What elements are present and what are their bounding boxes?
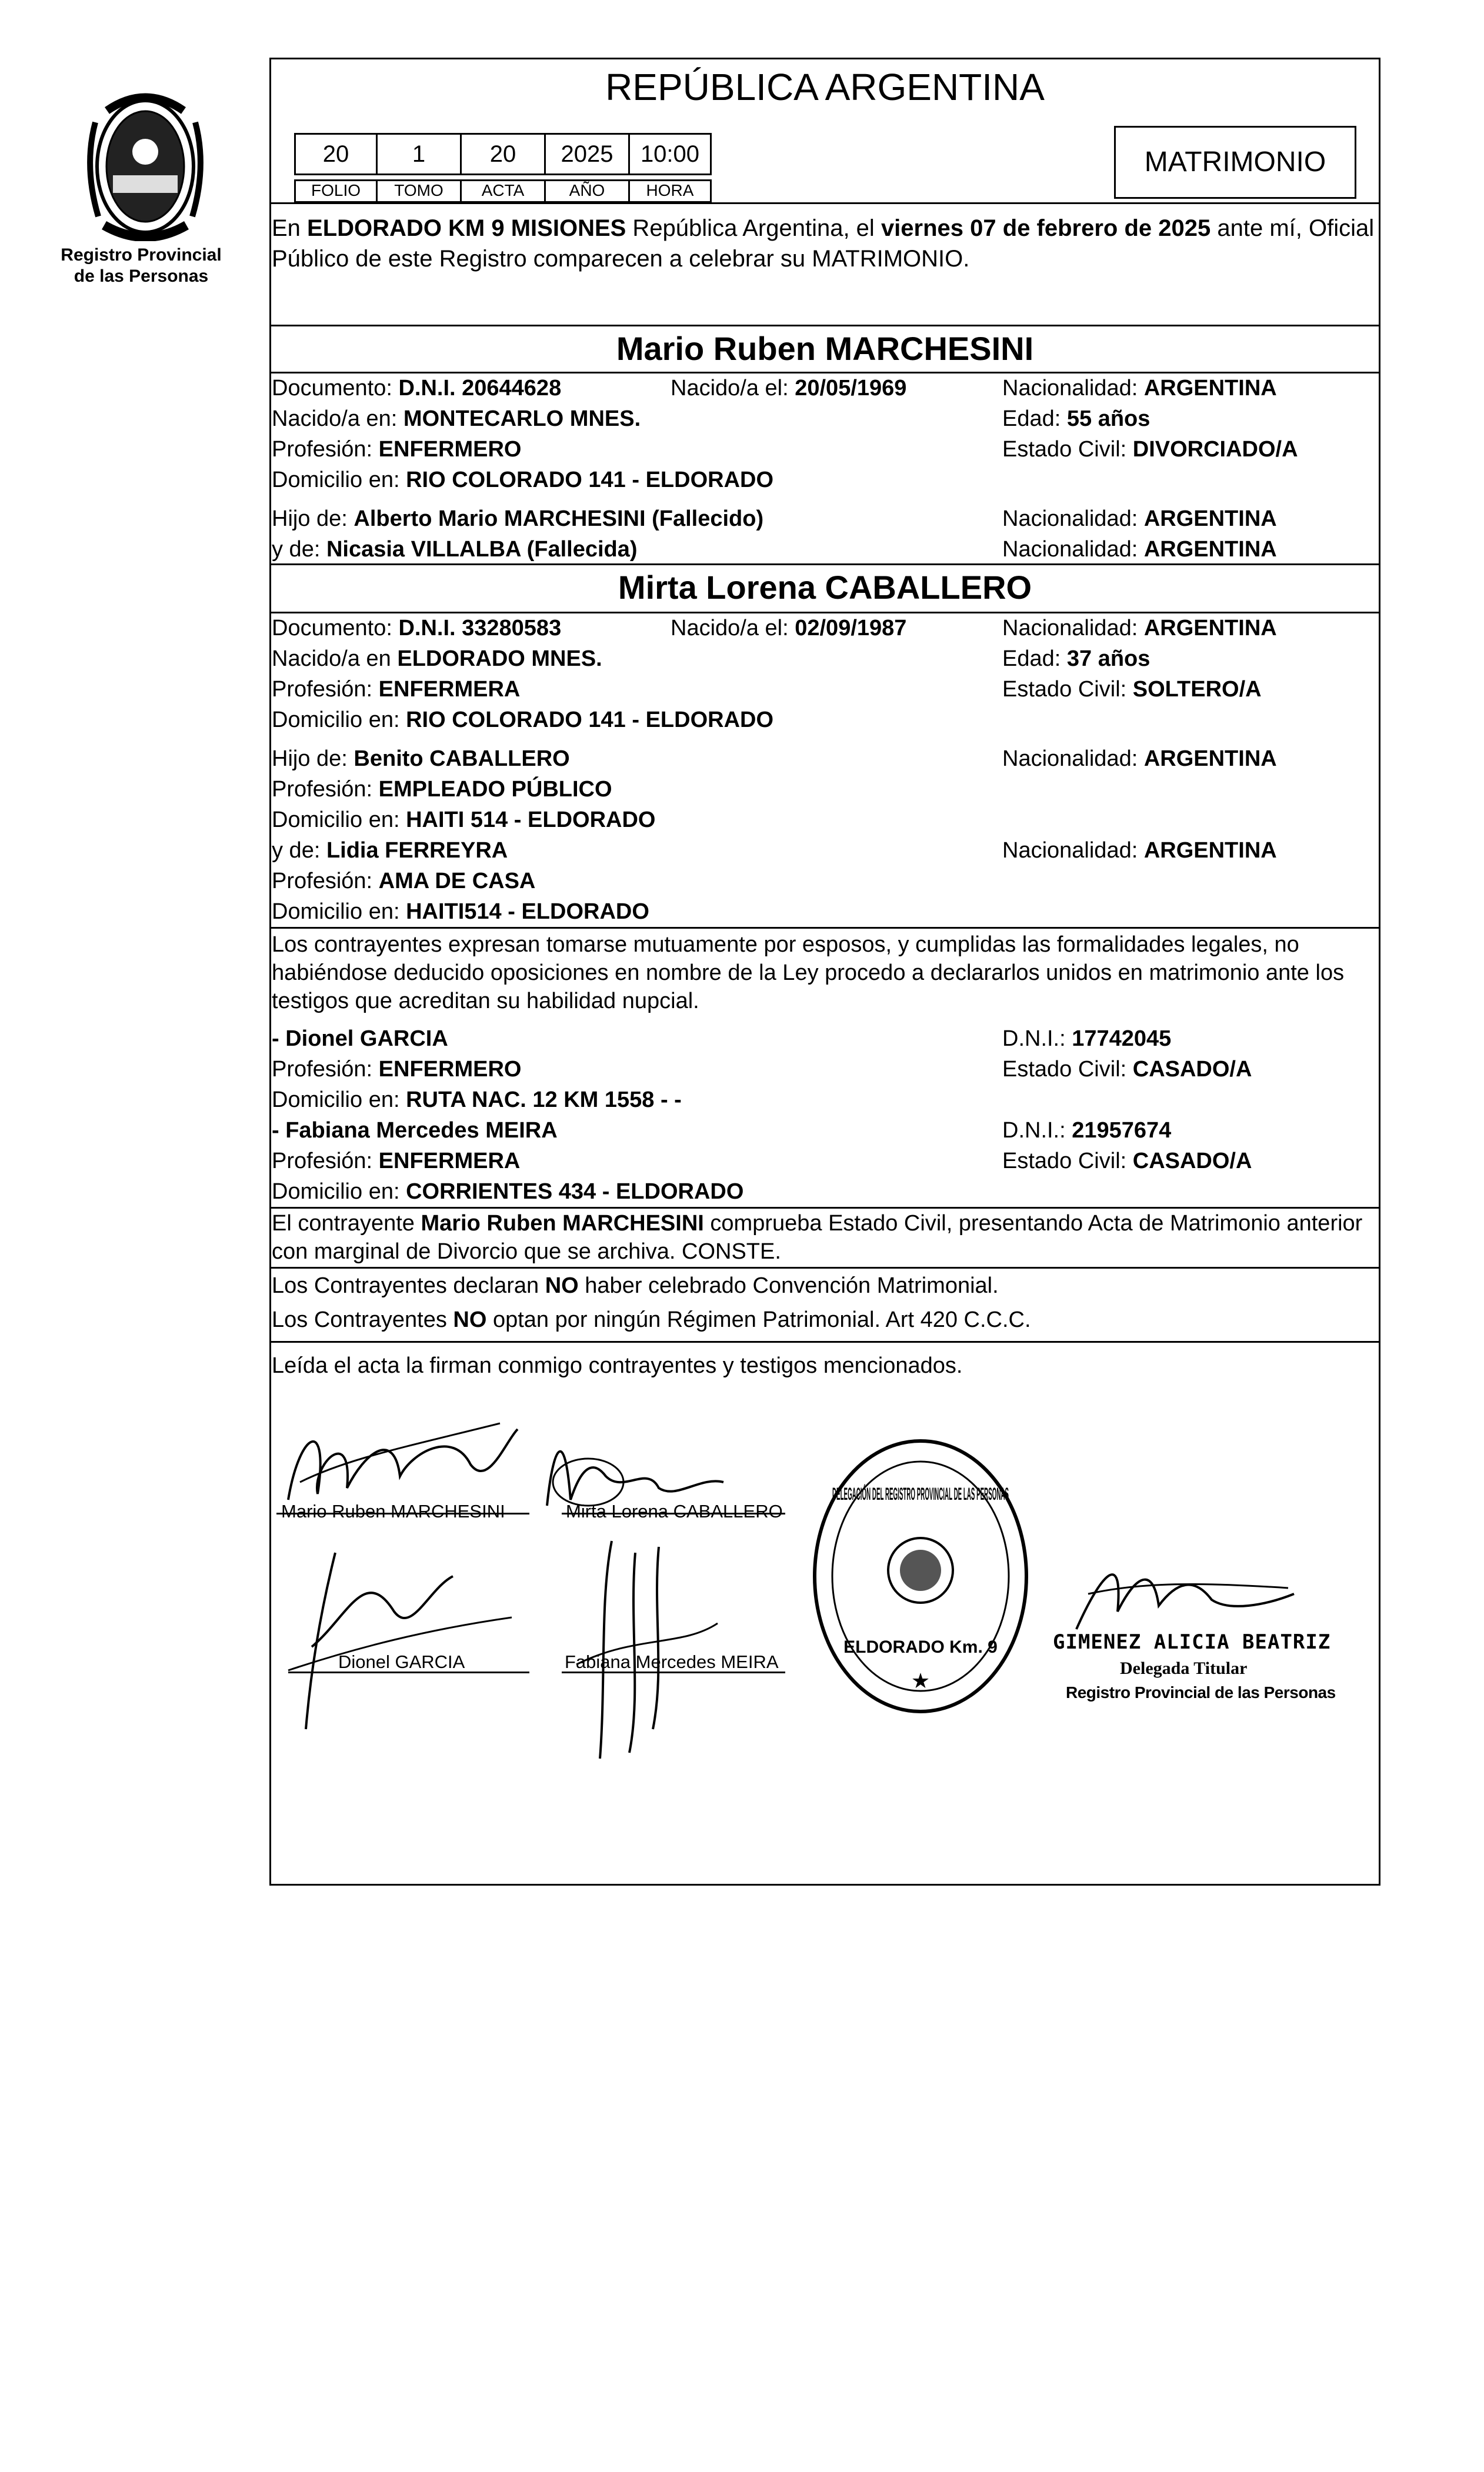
- ceremony-paragraph: Los contrayentes expresan tomarse mutuamente por esposos, y cumplidas las formalidades legales, no habiéndose deducido oposiciones en nombre de la Ley procedo a declararlos unidos en matrimonio ante los testigos que acreditan su habilidad nupcial.: [272, 932, 1345, 1013]
- divider: [269, 927, 1380, 929]
- witness-2-signature-label: Fabiana Mercedes MEIRA: [565, 1652, 779, 1672]
- witness-1-civil-status: Estado Civil: CASADO/A: [1002, 1057, 1252, 1082]
- tomo-label: TOMO: [376, 179, 462, 203]
- bride-mother-domicile: Domicilio en: HAITI514 - ELDORADO: [272, 899, 649, 924]
- witness-2-dni: D.N.I.: 21957674: [1002, 1118, 1172, 1143]
- witness-1-name: - Dionel GARCIA: [272, 1026, 448, 1051]
- bride-nationality: Nacionalidad: ARGENTINA: [1002, 616, 1277, 640]
- hour-label: HORA: [628, 179, 712, 203]
- act-type-box: MATRIMONIO: [1114, 126, 1356, 199]
- bride-birthplace: Nacido/a en ELDORADO MNES.: [272, 646, 602, 671]
- official-role: Delegada Titular: [1120, 1659, 1248, 1678]
- witness-1-domicile: Domicilio en: RUTA NAC. 12 KM 1558 - -: [272, 1087, 682, 1112]
- star-icon: ★: [911, 1669, 931, 1693]
- witness-1-profession: Profesión: ENFERMERO: [272, 1057, 522, 1082]
- bride-profession: Profesión: ENFERMERA: [272, 677, 521, 702]
- bride-mother-profession: Profesión: AMA DE CASA: [272, 869, 536, 893]
- groom-father-nationality: Nacionalidad: ARGENTINA: [1002, 506, 1277, 531]
- bride-mother-nationality: Nacionalidad: ARGENTINA: [1002, 838, 1277, 863]
- bride-father-nationality: Nacionalidad: ARGENTINA: [1002, 746, 1277, 771]
- groom-mother-nationality: Nacionalidad: ARGENTINA: [1002, 537, 1277, 562]
- acta-value: 20: [460, 133, 546, 175]
- folio-label: FOLIO: [294, 179, 378, 203]
- seal-inner-text: ELDORADO Km. 9: [843, 1637, 998, 1657]
- civil-status-note: El contrayente Mario Ruben MARCHESINI comprueba Estado Civil, presentando Acta de Matrimonio anterior con marginal de Divorcio que se archiva. CONSTE.: [272, 1211, 1363, 1264]
- divider: [269, 563, 1380, 565]
- bride-father-domicile: Domicilio en: HAITI 514 - ELDORADO: [272, 808, 656, 832]
- witness-1-dni: D.N.I.: 17742045: [1002, 1026, 1172, 1051]
- divider: [269, 1341, 1380, 1343]
- official-name: GIMENEZ ALICIA BEATRIZ: [1053, 1630, 1331, 1654]
- groom-nationality: Nacionalidad: ARGENTINA: [1002, 376, 1277, 401]
- witness-1-signature: [276, 1529, 523, 1741]
- bride-civil-status: Estado Civil: SOLTERO/A: [1002, 677, 1262, 702]
- folio-value: 20: [294, 133, 378, 175]
- bride-domicile: Domicilio en: RIO COLORADO 141 - ELDORADO: [272, 708, 774, 732]
- groom-civil-status: Estado Civil: DIVORCIADO/A: [1002, 437, 1298, 462]
- declaration-convention: Los Contrayentes declaran NO haber celebrado Convención Matrimonial.: [272, 1273, 999, 1298]
- tomo-value: 1: [376, 133, 462, 175]
- seal-outer-text: DELEGACIÓN DEL REGISTRO PROVINCIAL DE LAS PERSONAS: [832, 1484, 1374, 1504]
- witness-2-profession: Profesión: ENFERMERA: [272, 1149, 521, 1173]
- witness-2-domicile: Domicilio en: CORRIENTES 434 - ELDORADO: [272, 1179, 744, 1204]
- groom-age: Edad: 55 años: [1002, 406, 1150, 431]
- divider: [269, 1267, 1380, 1269]
- groom-profession: Profesión: ENFERMERO: [272, 437, 522, 462]
- bride-father: Hijo de: Benito CABALLERO: [272, 746, 570, 771]
- divider: [269, 372, 1380, 373]
- hour-value: 10:00: [628, 133, 712, 175]
- groom-birth-date: Nacido/a el: 20/05/1969: [671, 376, 907, 401]
- groom-name-heading: Mario Ruben MARCHESINI: [616, 330, 1034, 367]
- year-label: AÑO: [544, 179, 630, 203]
- province-coat-of-arms-logo: [72, 87, 219, 241]
- bride-age: Edad: 37 años: [1002, 646, 1150, 671]
- bride-signature-label: Mirta Lorena CABALLERO: [566, 1501, 783, 1522]
- divider: [269, 202, 1380, 204]
- groom-signature-label: Mario Ruben MARCHESINI: [281, 1501, 505, 1522]
- divider: [269, 612, 1380, 613]
- groom-mother: y de: Nicasia VILLALBA (Fallecida): [272, 537, 638, 562]
- witness-2-civil-status: Estado Civil: CASADO/A: [1002, 1149, 1252, 1173]
- intro-paragraph: En ELDORADO KM 9 MISIONES República Argentina, el viernes 07 de febrero de 2025 ante mí, Oficial Público de este Registro comparecen a celebrar su MATRIMONIO.: [272, 215, 1375, 272]
- document-title: REPÚBLICA ARGENTINA: [605, 66, 1045, 108]
- acta-label: ACTA: [460, 179, 546, 203]
- year-value: 2025: [544, 133, 630, 175]
- groom-domicile: Domicilio en: RIO COLORADO 141 - ELDORADO: [272, 468, 774, 492]
- registry-name: Registro Provincial de las Personas: [61, 245, 222, 286]
- bride-name-heading: Mirta Lorena CABALLERO: [618, 569, 1032, 606]
- divider: [269, 1207, 1380, 1209]
- witness-2-name: - Fabiana Mercedes MEIRA: [272, 1118, 558, 1143]
- closing-statement: Leída el acta la firman conmigo contrayentes y testigos mencionados.: [272, 1353, 963, 1378]
- bride-mother: y de: Lidia FERREYRA: [272, 838, 508, 863]
- official-office: Registro Provincial de las Personas: [1066, 1683, 1336, 1702]
- divider: [269, 325, 1380, 326]
- bride-birth-date: Nacido/a el: 02/09/1987: [671, 616, 907, 640]
- declaration-regime: Los Contrayentes NO optan por ningún Régimen Patrimonial. Art 420 C.C.C.: [272, 1307, 1031, 1332]
- groom-birthplace: Nacido/a en: MONTECARLO MNES.: [272, 406, 641, 431]
- bride-father-profession: Profesión: EMPLEADO PÚBLICO: [272, 777, 612, 802]
- witness-1-signature-label: Dionel GARCIA: [338, 1652, 465, 1672]
- witness-2-signature: [565, 1529, 788, 1764]
- bride-document: Documento: D.N.I. 33280583: [272, 616, 562, 640]
- groom-document: Documento: D.N.I. 20644628: [272, 376, 562, 401]
- groom-father: Hijo de: Alberto Mario MARCHESINI (Fallecido): [272, 506, 764, 531]
